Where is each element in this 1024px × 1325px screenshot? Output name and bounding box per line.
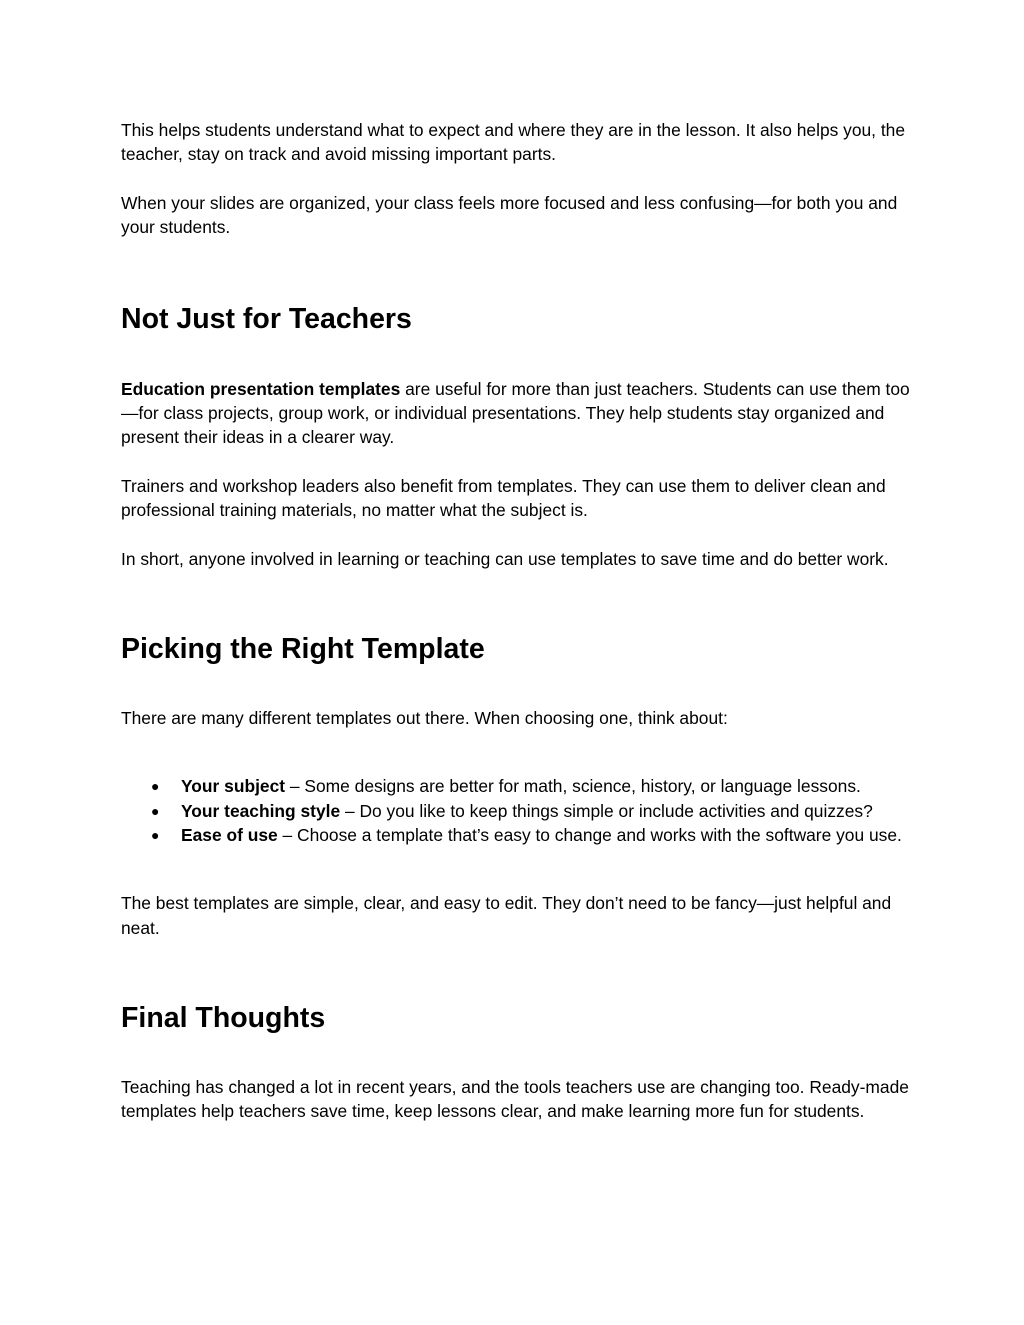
teachers-paragraph-3: In short, anyone involved in learning or teaching can use templates to save time and do better work. — [121, 548, 889, 569]
list-item-bold: Ease of use — [181, 825, 278, 846]
picking-list — [121, 774, 911, 847]
list-item — [121, 799, 911, 823]
teachers-paragraph-2: Trainers and workshop leaders also benefit from templates. They can use them to deliver clean and professional training materials, no matter what the subject is. — [121, 475, 886, 521]
list-item-bold: Your subject — [181, 776, 286, 797]
list-item-text: – Some designs are better for math, science, history, or language lessons. — [285, 776, 861, 797]
intro-paragraph-2: When your slides are organized, your class feels more focused and less confusing—for both you and your students. — [121, 192, 898, 238]
document-page — [121, 118, 911, 1124]
list-item-text: – Choose a template that’s easy to change and works with the software you use. — [277, 825, 902, 846]
teachers-paragraph-1 — [121, 377, 911, 450]
teachers-paragraph-1-bold: Education presentation templates — [121, 378, 401, 399]
teachers-paragraph-1-text: are useful for more than just teachers. Students can use them too—for class projects, group work, or individual presentations. They help students stay organized and present their ideas in a clearer way. — [121, 378, 910, 448]
list-item-text: – Do you like to keep things simple or include activities and quizzes? — [340, 800, 873, 821]
bullet-icon: ● — [151, 778, 160, 795]
heading-not-just-for-teachers: Not Just for Teachers — [121, 302, 412, 335]
heading-picking-the-right-template: Picking the Right Template — [121, 633, 485, 666]
intro-paragraph-1: This helps students understand what to expect and where they are in the lesson. It also helps you, the teacher, stay on track and avoid missing important parts. — [121, 120, 906, 165]
list-item-bold: Your teaching style — [181, 800, 341, 821]
list-item — [121, 774, 911, 798]
bullet-icon: ● — [151, 802, 160, 819]
list-item — [121, 823, 911, 847]
picking-intro: There are many different templates out there. When choosing one, think about: — [121, 708, 728, 729]
picking-outro: The best templates are simple, clear, and easy to edit. They don’t need to be fancy—just helpful and neat. — [121, 893, 892, 938]
bullet-icon: ● — [151, 827, 160, 844]
heading-final-thoughts: Final Thoughts — [121, 1001, 326, 1034]
final-paragraph-1: Teaching has changed a lot in recent years, and the tools teachers use are changing too. Ready-made templates help teachers save time, keep lessons clear, and make learning more fun for students. — [121, 1076, 909, 1122]
